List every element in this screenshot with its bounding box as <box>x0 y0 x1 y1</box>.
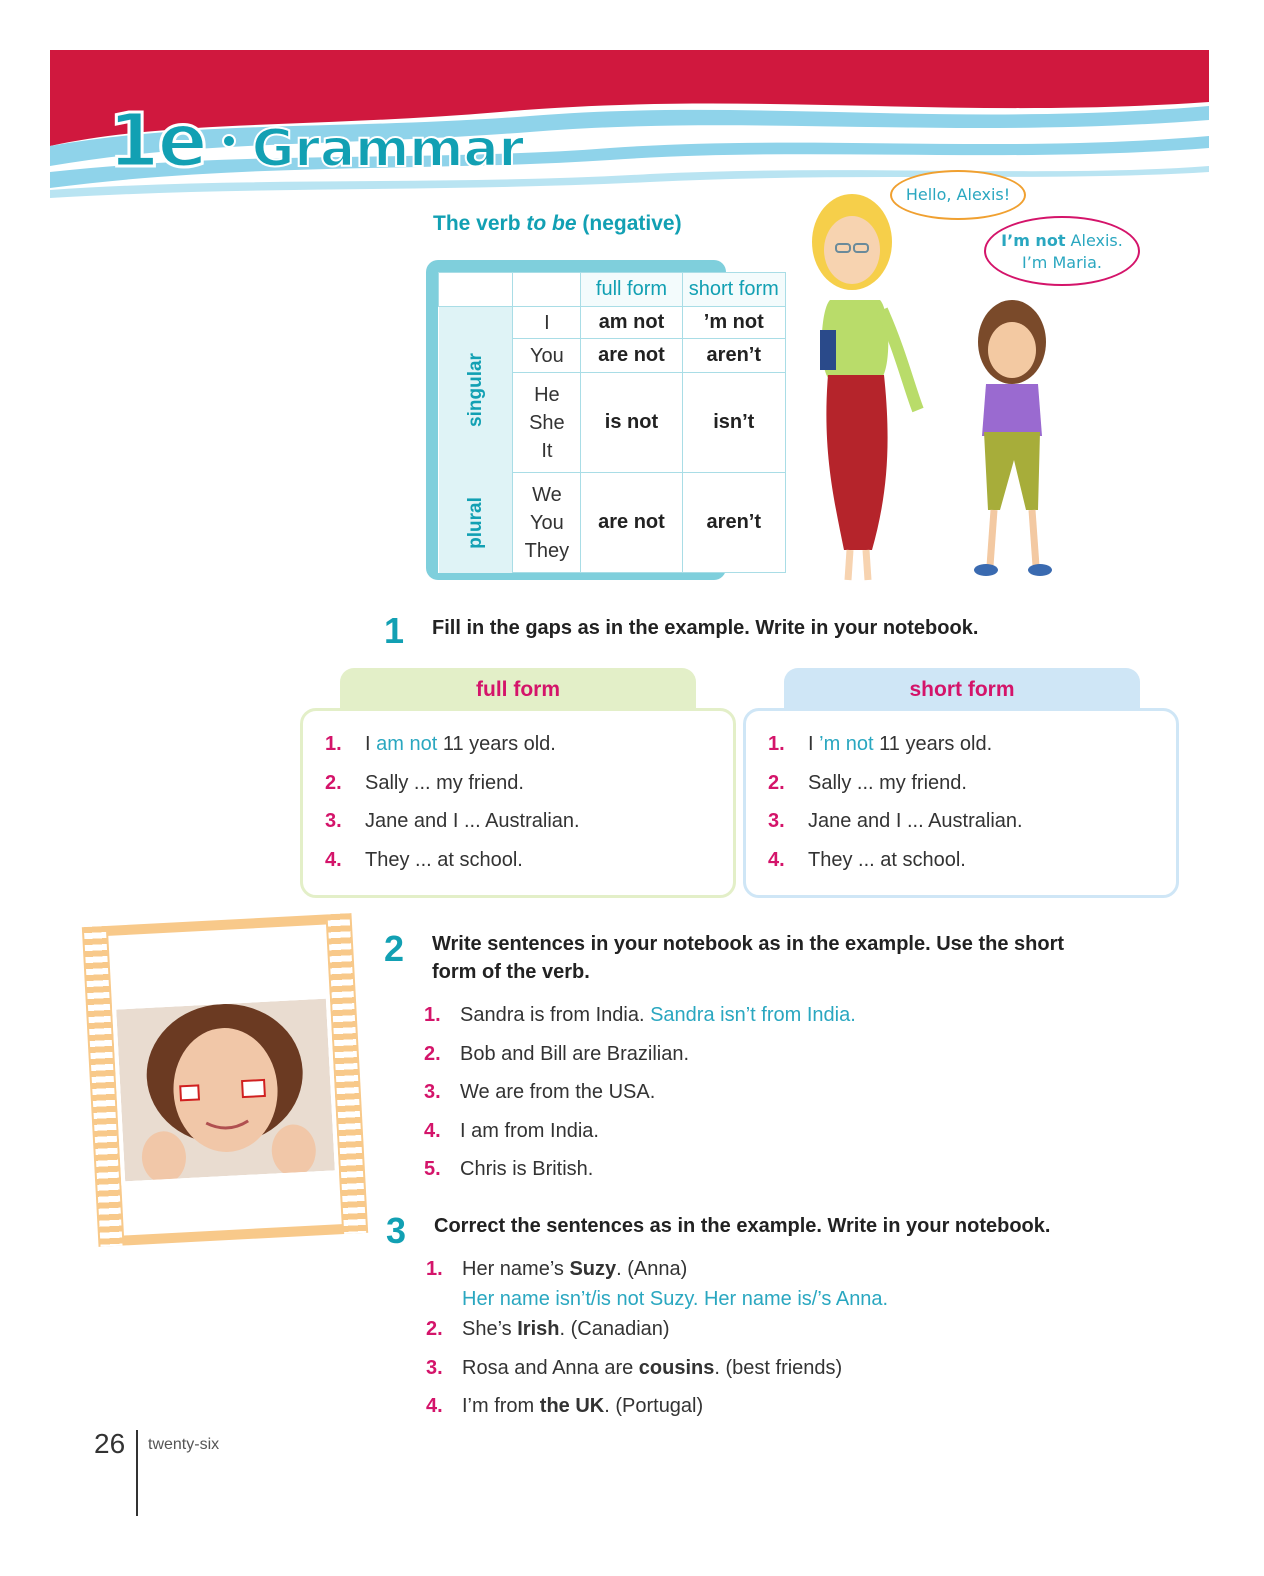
speech-bubble-girl <box>984 216 1140 286</box>
col-header-short: short form <box>682 273 785 307</box>
pronoun-cell: I <box>513 307 581 339</box>
girl-photo-film-frame <box>82 913 368 1247</box>
short-form-cell: aren’t <box>682 339 785 373</box>
exercise-3-instruction: Correct the sentences as in the example. Write in your notebook. <box>434 1215 1051 1237</box>
list-item: 1. I am not 11 years old. <box>325 733 556 755</box>
page-divider <box>136 1430 138 1516</box>
short-form-box <box>743 708 1179 898</box>
list-item: 2. Sally ... my friend. <box>768 771 967 794</box>
exercise-3-number: 3 <box>386 1210 407 1251</box>
full-form-cell: are not <box>581 473 682 573</box>
list-item: 3. Jane and I ... Australian. <box>325 810 580 832</box>
exercise-1-number: 1 <box>384 610 405 651</box>
list-item: 1. Sandra is from India. Sandra isn’t from India. <box>424 1004 856 1026</box>
example-answer: Her name isn’t/is not Suzy. Her name is/’s Anna. <box>462 1288 889 1310</box>
pronoun-cell <box>513 373 581 473</box>
short-form-tab: short form <box>784 668 1140 716</box>
girl-photo <box>116 999 335 1182</box>
heading-prefix: The verb <box>433 212 527 235</box>
list-item: 4. I am from India. <box>424 1119 599 1142</box>
grammar-heading <box>433 212 682 236</box>
full-form-cell: is not <box>581 373 682 473</box>
pronoun: It <box>541 439 553 462</box>
col-header-full: full form <box>581 273 682 307</box>
list-item: 4. I’m from the UK. (Portugal) <box>426 1395 704 1417</box>
pronoun-cell: You <box>513 339 581 373</box>
corner-cell <box>439 273 513 307</box>
instruction-line: form of the verb. <box>432 961 590 983</box>
teacher-and-girl-illustration <box>800 170 1150 590</box>
grammar-table-box <box>426 260 786 582</box>
instruction-line: Write sentences in your notebook as in the example. Use the short <box>432 933 1065 955</box>
full-form-cell: are not <box>581 339 682 373</box>
full-form-cell: am not <box>581 307 682 339</box>
heading-suffix: (negative) <box>576 212 682 235</box>
unit-number: 1e <box>108 98 206 184</box>
short-form-list <box>768 733 1023 887</box>
list-item: 4. They ... at school. <box>768 848 966 871</box>
pronoun-header <box>513 273 581 307</box>
exercise-1-instruction: Fill in the gaps as in the example. Write in your notebook. <box>432 617 979 639</box>
label-plural: plural <box>439 473 513 573</box>
heading-verb: to be <box>526 212 577 235</box>
list-item: 4. They ... at school. <box>325 848 523 871</box>
list-item: 2. Sally ... my friend. <box>325 771 524 794</box>
full-form-list <box>325 733 580 887</box>
bubble-text-line2: I’m Maria. <box>1022 253 1102 272</box>
bubble-bold-text: I’m not <box>1001 231 1066 250</box>
short-form-cell: aren’t <box>682 473 785 573</box>
bubble-text: Alexis. <box>1065 231 1123 250</box>
exercise-2-number: 2 <box>384 928 405 969</box>
exercise-2-list <box>424 1004 856 1197</box>
exercise-2-instruction <box>432 930 1064 986</box>
list-item: 2. Bob and Bill are Brazilian. <box>424 1042 690 1065</box>
full-form-box <box>300 708 736 898</box>
page-number-words: twenty-six <box>148 1436 220 1453</box>
short-form-cell: isn’t <box>682 373 785 473</box>
list-item: 1. I ’m not 11 years old. <box>768 733 993 755</box>
page-number: 26 <box>94 1428 126 1459</box>
unit-title <box>108 98 524 188</box>
pronoun-cell <box>513 473 581 573</box>
full-form-tab: full form <box>340 668 696 716</box>
title-dot <box>222 134 236 148</box>
pronoun: They <box>524 539 570 562</box>
pronoun: She <box>529 411 565 434</box>
label-singular: singular <box>439 307 513 473</box>
list-item: 3. Jane and I ... Australian. <box>768 810 1023 832</box>
pronoun: We <box>532 483 562 506</box>
speech-bubble-teacher: Hello, Alexis! <box>890 170 1026 220</box>
list-item: 3. We are from the USA. <box>424 1081 656 1103</box>
short-form-cell: ’m not <box>682 307 785 339</box>
list-item: 3. Rosa and Anna are cousins. (best friends) <box>426 1356 843 1379</box>
grammar-table <box>438 272 786 573</box>
pronoun: He <box>534 383 560 406</box>
list-item: 5. Chris is British. <box>424 1158 594 1180</box>
unit-name: Grammar <box>251 119 525 179</box>
exercise-3-list <box>426 1254 888 1430</box>
pronoun: You <box>530 511 564 534</box>
list-item: 2. She’s Irish. (Canadian) <box>426 1318 670 1340</box>
list-item: 1. Her name’s Suzy. (Anna) Her name isn’t/is not Suzy. Her name is/’s Anna. <box>426 1254 888 1314</box>
girl-with-flag-face-paint-photo <box>112 994 339 1185</box>
